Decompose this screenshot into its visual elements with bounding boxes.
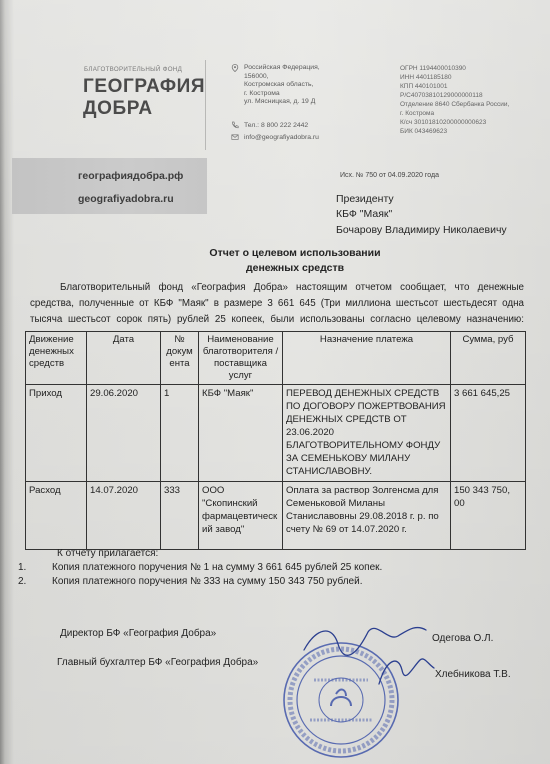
director-role: Директор БФ «География Добра» — [60, 628, 217, 639]
header-counterparty: Наименование благотворителя /поставщика услуг — [199, 332, 283, 385]
accountant-role: Главный бухгалтер БФ «География Добра» — [57, 657, 259, 668]
website-latin: geografiyadobra.ru — [78, 193, 174, 205]
website-cyrillic: географиядобра.рф — [78, 170, 184, 182]
attachment-text: Копия платежного поручения № 333 на сумму 150 343 750 рублей. — [52, 576, 363, 587]
cell-counterparty: ООО "Скопинский фармацевтический завод" — [199, 482, 283, 550]
cell-counterparty: КБФ "Маяк" — [199, 385, 283, 482]
body-line: тысяча шестьсот сорок пять) рублей 25 копеек, были использованы согласно целевому назначению: — [30, 314, 524, 325]
requisite-line: Отделение 8640 Сбербанка России, — [400, 101, 510, 108]
cell-purpose: ПЕРЕВОД ДЕНЕЖНЫХ СРЕДСТВ ПО ДОГОВОРУ ПОЖЕРТВОВАНИЯ ДЕНЕЖНЫХ СРЕДСТВ ОТ 23.06.2020 БЛАГОТВОРИТЕЛЬНОМУ ФОНДУ ЗА СЕМЕНЬКОВУ МИЛАНУ СТАНИСЛАВОВНУ. — [283, 385, 451, 482]
requisite-line: г. Кострома — [400, 110, 435, 117]
cell-doc-number: 1 — [161, 385, 199, 482]
addressee-name: Бочарову Владимиру Николаевичу — [336, 224, 507, 236]
email-address: info@geografiyadobra.ru — [244, 134, 319, 141]
logo-name-line2: ДОБРА — [83, 98, 153, 119]
requisite-line: КПП 440101001 — [400, 83, 448, 90]
cell-movement: Приход — [26, 385, 87, 482]
attachments-heading: К отчету прилагается: — [57, 548, 159, 559]
organization-stamp — [284, 643, 398, 757]
header-movement: Движение денежных средств — [26, 332, 87, 385]
phone-number: Тел.: 8 800 222 2442 — [244, 122, 309, 129]
address-line: 156000, — [244, 72, 269, 80]
body-line: Благотворительный фонд «География Добра» настоящим отчетом сообщает, что денежные — [60, 282, 524, 293]
director-name: Одегова О.Л. — [432, 633, 494, 644]
requisite-line: ОГРН 1194400010390 — [400, 65, 466, 72]
requisite-line: БИК 043469623 — [400, 128, 448, 135]
addressee-organization: КБФ "Маяк" — [336, 208, 393, 220]
addressee-position: Президенту — [336, 193, 394, 205]
amount-value: 3 661 645,25 — [454, 388, 511, 399]
requisite-line: Р/С40703810129000000118 — [400, 92, 483, 99]
header-doc-number: № документа — [161, 332, 199, 385]
attachment-number: 2. — [18, 576, 27, 587]
outgoing-reference: Исх. № 750 от 04.09.2020 года — [340, 172, 439, 179]
header-amount: Сумма, руб — [451, 332, 526, 385]
logo-caption: БЛАГОТВОРИТЕЛЬНЫЙ ФОНД — [84, 66, 183, 73]
header-purpose: Назначение платежа — [283, 332, 451, 385]
address-line: Костромская область, — [244, 81, 314, 89]
header-date: Дата — [87, 332, 161, 385]
attachment-text: Копия платежного поручения № 1 на сумму 3 661 645 рублей 25 копек. — [52, 562, 383, 573]
body-line: средства, полученные от КБФ "Маяк" в размере 3 661 645 (Три миллиона шестьсот шестьдесят одна — [30, 298, 524, 309]
amount-value: 150 343 750, 00 — [454, 485, 511, 509]
requisite-line: ИНН 4401185180 — [400, 74, 452, 81]
document-title-line2: денежных средств — [245, 262, 345, 274]
address-line: г. Кострома — [244, 89, 280, 97]
cell-date: 29.06.2020 — [87, 385, 161, 482]
accountant-name: Хлебникова Т.В. — [435, 669, 511, 680]
accountant-signature — [379, 659, 434, 684]
cell-doc-number: 333 — [161, 482, 199, 550]
address-line: ул. Мясницкая, д. 19 Д — [244, 98, 316, 106]
requisite-line: К/сч 30101810200000000623 — [400, 119, 487, 126]
logo-name-line1: ГЕОГРАФИЯ — [83, 76, 206, 97]
address-line: Российская Федерация, — [244, 64, 320, 71]
document-title-line1: Отчет о целевом использовании — [209, 247, 381, 259]
attachment-number: 1. — [18, 562, 27, 573]
cell-movement: Расход — [26, 482, 87, 550]
cell-purpose: Оплата за раствор Золгенсма для Семеньковой Миланы Станиславовны 29.08.2018 г. р. по счету № 69 от 14.07.2020 г. — [283, 482, 451, 550]
cell-date: 14.07.2020 — [87, 482, 161, 550]
